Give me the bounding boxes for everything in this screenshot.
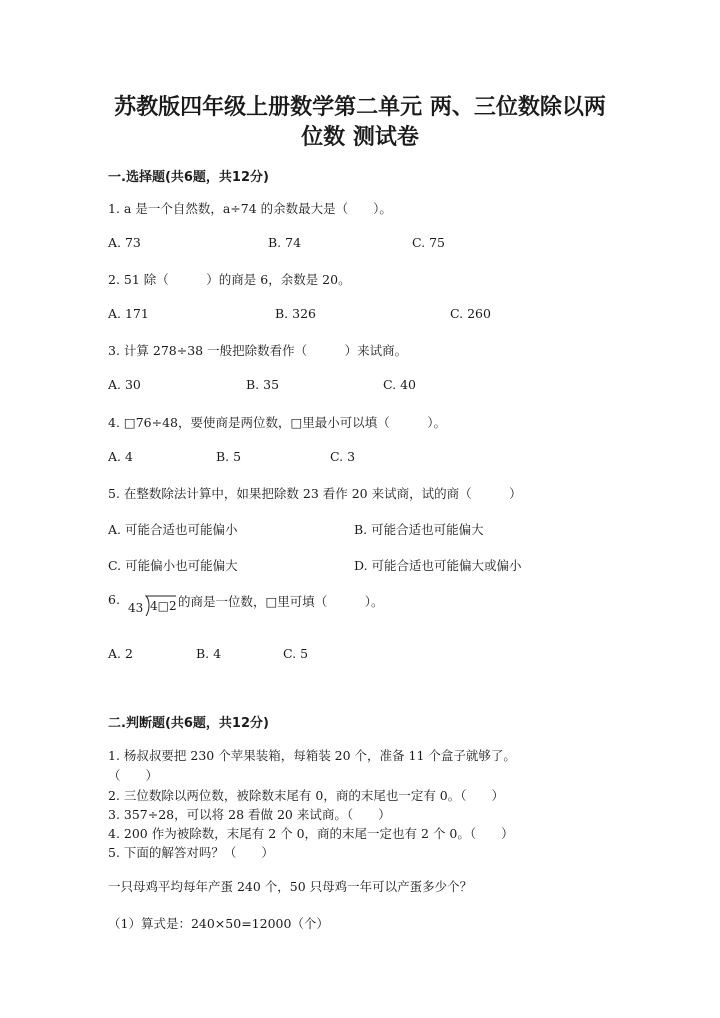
q1-option-a: A. 73 bbox=[108, 235, 141, 250]
question-2: 2. 51 除（ ）的商是 6，余数是 20。 bbox=[108, 272, 351, 287]
q6-option-a: A. 2 bbox=[108, 646, 133, 661]
question-6: 的商是一位数，□里可填（ ）。 bbox=[178, 594, 384, 609]
q6-option-c: C. 5 bbox=[283, 646, 309, 661]
word-problem: 一只母鸡平均每年产蛋 240 个，50 只母鸡一年可以产蛋多少个？ bbox=[108, 879, 473, 894]
question-4: 4. □76÷48，要使商是两位数，□里最小可以填（ ）。 bbox=[108, 415, 447, 430]
question-6-number: 6. bbox=[108, 592, 120, 607]
q3-option-a: A. 30 bbox=[108, 377, 141, 392]
q5-option-c: C. 可能偏小也可能偏大 bbox=[108, 558, 238, 573]
judge-item-1: 1. 杨叔叔要把 230 个苹果装箱，每箱装 20 个，准备 11 个盒子就够了。 bbox=[108, 748, 516, 763]
q2-option-b: B. 326 bbox=[275, 306, 316, 321]
question-1: 1. a 是一个自然数，a÷74 的余数最大是（ ）。 bbox=[108, 201, 392, 216]
q3-option-c: C. 40 bbox=[383, 377, 416, 392]
q6-option-b: B. 4 bbox=[196, 646, 222, 661]
dividend: 4□2 bbox=[150, 599, 177, 613]
q5-option-b: B. 可能合适也可能偏大 bbox=[354, 522, 484, 537]
q4-option-a: A. 4 bbox=[108, 449, 133, 464]
judge-item-5: 5. 下面的解答对吗？（ ） bbox=[108, 845, 274, 860]
long-division-figure bbox=[126, 590, 178, 620]
question-3: 3. 计算 278÷38 一般把除数看作（ ）来试商。 bbox=[108, 343, 408, 358]
section1-heading: 一.选择题(共6题，共12分) bbox=[108, 170, 269, 185]
q2-option-c: C. 260 bbox=[450, 306, 491, 321]
judge-item-3: 3. 357÷28，可以将 28 看做 20 来试商。（ ） bbox=[108, 807, 391, 822]
judge-item-1-paren: （ ） bbox=[108, 768, 159, 783]
page-title-line1: 苏教版四年级上册数学第二单元 两、三位数除以两 bbox=[114, 95, 606, 120]
divisor: 43 bbox=[128, 601, 144, 615]
page-title-line2: 位数 测试卷 bbox=[301, 125, 419, 150]
judge-item-4: 4. 200 作为被除数，末尾有 2 个 0，商的末尾一定也有 2 个 0。（ ） bbox=[108, 826, 514, 841]
q4-option-c: C. 3 bbox=[330, 449, 356, 464]
q2-option-a: A. 171 bbox=[108, 306, 149, 321]
q1-option-c: C. 75 bbox=[412, 235, 445, 250]
solution-step-1: （1）算式是：240×50=12000（个） bbox=[108, 916, 329, 931]
q4-option-b: B. 5 bbox=[216, 449, 242, 464]
judge-item-2: 2. 三位数除以两位数，被除数末尾有 0，商的末尾也一定有 0。（ ） bbox=[108, 788, 505, 803]
q1-option-b: B. 74 bbox=[268, 235, 302, 250]
section2-heading: 二.判断题(共6题，共12分) bbox=[108, 716, 269, 731]
q5-option-d: D. 可能合适也可能偏大或偏小 bbox=[354, 558, 522, 573]
q3-option-b: B. 35 bbox=[246, 377, 280, 392]
question-5: 5. 在整数除法计算中，如果把除数 23 看作 20 来试商，试的商（ ） bbox=[108, 486, 522, 501]
q5-option-a: A. 可能合适也可能偏小 bbox=[108, 522, 238, 537]
